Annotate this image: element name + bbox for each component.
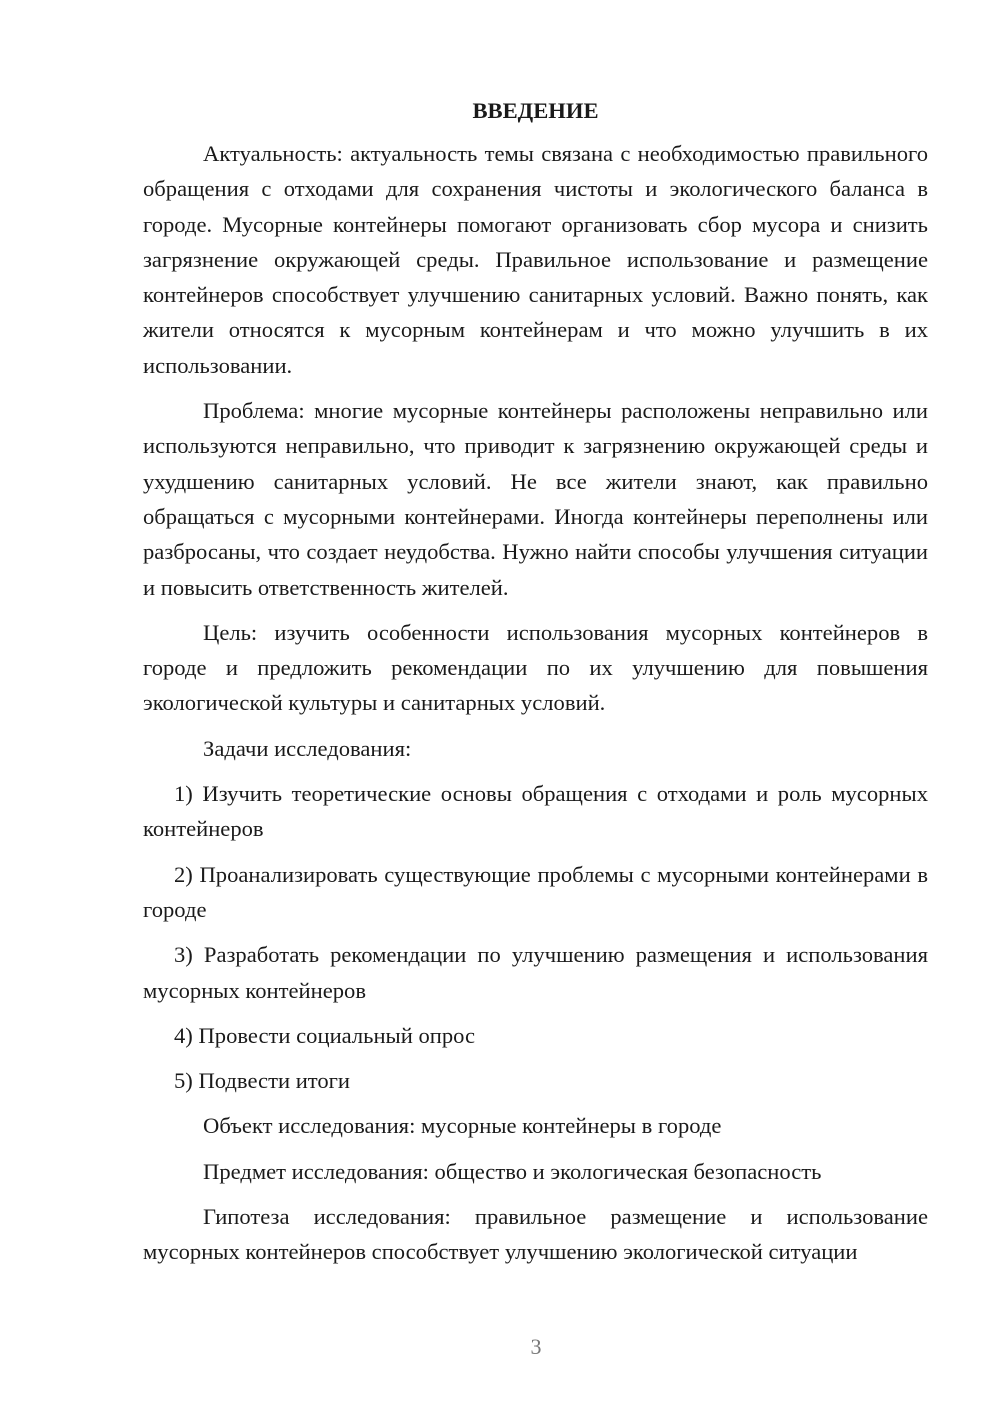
task-item-3: 3) Разработать рекомендации по улучшению размещения и использования мусорных контейнеров: [143, 942, 928, 1003]
task-item-1: 1) Изучить теоретические основы обращения с отходами и роль мусорных контейнеров: [143, 781, 928, 842]
page-number: 3: [530, 1334, 542, 1359]
document-page: [143, 96, 928, 1280]
paragraph-problem: Проблема: многие мусорные контейнеры расположены неправильно или используются неправильно, что приводит к загрязнению окружающей среды и ухудшению санитарных условий. Не все жители знают, как правильно обращаться с мусорными контейнерами. Иногда контейнеры переполнены или разбросаны, что создает неудобства. Нужно найти способы улучшения ситуации и повысить ответственность жителей.: [143, 398, 928, 600]
task-item-4: 4) Провести социальный опрос: [174, 1022, 476, 1048]
research-object: Объект исследования: мусорные контейнеры в городе: [203, 1113, 722, 1139]
tasks-heading: Задачи исследования:: [203, 735, 412, 761]
task-item-5: 5) Подвести итоги: [174, 1068, 351, 1094]
paragraph-goal: Цель: изучить особенности использования мусорных контейнеров в городе и предложить рекомендации по их улучшению для повышения экологической культуры и санитарных условий.: [143, 619, 928, 716]
research-hypothesis: Гипотеза исследования: правильное размещение и использование мусорных контейнеров способствует улучшению экологической ситуации: [143, 1204, 928, 1265]
paragraph-relevance: Актуальность: актуальность темы связана с необходимостью правильного обращения с отходами для сохранения чистоты и экологического баланса в городе. Мусорные контейнеры помогают организовать сбор мусора и снизить загрязнение окружающей среды. Правильное использование и размещение контейнеров способствует улучшению санитарных условий. Важно понять, как жители относятся к мусорным контейнерам и что можно улучшить в их использовании.: [143, 141, 928, 378]
task-item-2: 2) Проанализировать существующие проблемы с мусорными контейнерами в городе: [143, 861, 928, 922]
research-subject: Предмет исследования: общество и экологическая безопасность: [203, 1158, 822, 1184]
section-title: ВВЕДЕНИЕ: [472, 98, 599, 123]
